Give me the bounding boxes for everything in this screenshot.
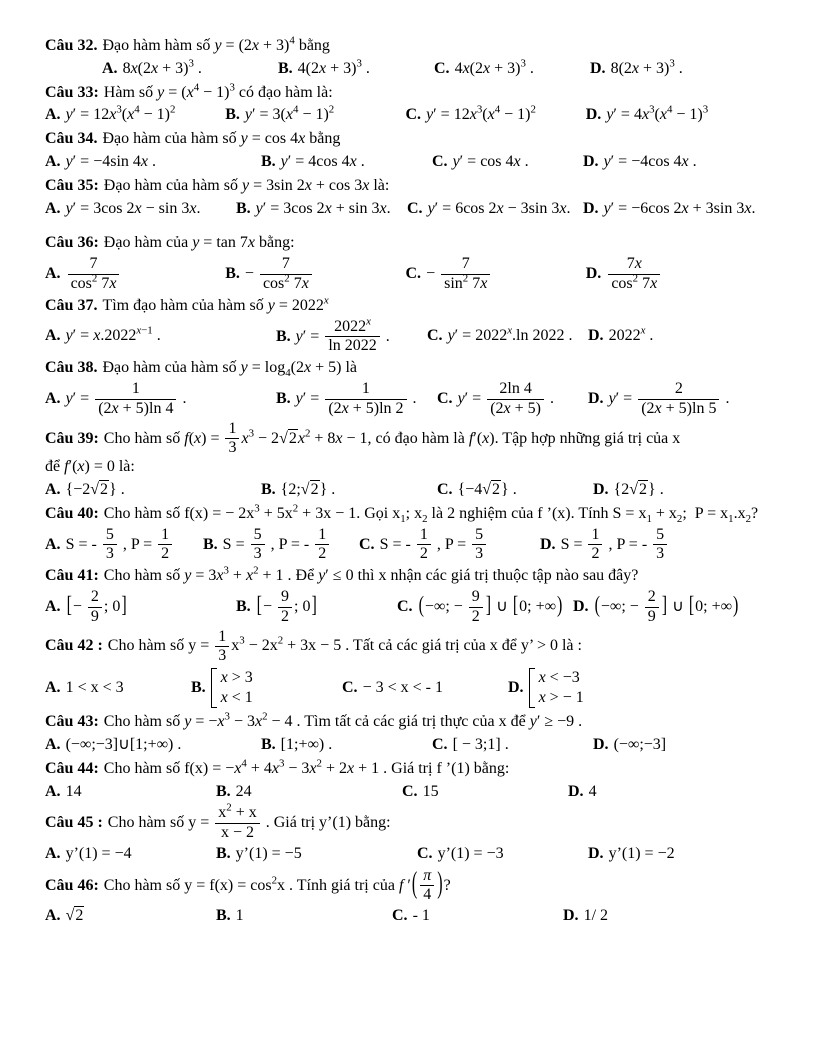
question-label: Câu 39: bbox=[45, 429, 99, 447]
option-letter: B. bbox=[261, 480, 276, 498]
question bbox=[45, 296, 760, 355]
question-stem-text: Cho hàm số f(x) = − $2x^3 + 5x^2 + 3x - 1$. Gọi $x_1$; $x_2$ là 2 nghiệm của f ’(x). Tính $S = x_1 + x_2$; $P = x_1.x_2$? bbox=[103, 502, 759, 525]
option-text: $y' = 12x^3(x^4 - 1)^2$ bbox=[65, 104, 176, 124]
option-letter: B. bbox=[191, 678, 206, 696]
option-letter: A. bbox=[45, 389, 61, 407]
question bbox=[45, 712, 760, 756]
option-letter: B. bbox=[236, 597, 251, 615]
option-text: (−∞;−3] bbox=[613, 735, 667, 753]
option-text: S = - $\frac{5}{3}$ , P = $\frac{1}{2}$ bbox=[66, 536, 175, 553]
question-stem-text: Cho hàm số $y = 3x^3 + x^2 + 1$ . Để y′ ≤ 0 thì x nhận các giá trị thuộc tập nào sau đây? bbox=[103, 564, 639, 585]
option-a bbox=[45, 735, 255, 756]
question-label: Câu 46: bbox=[45, 876, 99, 894]
option-c bbox=[437, 480, 587, 501]
question-label: Câu 36: bbox=[45, 234, 99, 252]
option-b bbox=[225, 105, 399, 126]
option-text: $y' = 4x^3(x^4 - 1)^3$ bbox=[606, 104, 709, 124]
option-text: {−4√2} . bbox=[457, 480, 517, 498]
option-letter: D. bbox=[508, 678, 524, 696]
option-letter: C. bbox=[434, 59, 450, 77]
options-row bbox=[45, 59, 760, 80]
question-stem bbox=[45, 129, 760, 150]
question-stem bbox=[45, 868, 760, 905]
option-letter: A. bbox=[45, 907, 61, 925]
option-b bbox=[203, 527, 353, 564]
option-text: S = $\frac{1}{2}$ , P = - $\frac{5}{3}$ bbox=[561, 536, 670, 553]
option-letter: A. bbox=[45, 735, 61, 753]
option-c bbox=[417, 844, 582, 865]
option-text: [− $\frac{2}{9}$ ; 0] bbox=[66, 587, 127, 625]
question-label: Câu 41: bbox=[45, 567, 99, 585]
question-stem-text: Cho hàm số f(x) = $\frac{1}{3}$ $x^3 - 2√2x^2 + 8x - 1$, có đạo hàm là f′(x). Tập hợp những giá trị của x để f′(x) = 0 là: bbox=[45, 419, 681, 476]
option-letter: D. bbox=[573, 597, 589, 615]
option-text: y′ = 3cos 2x − sin 3x. bbox=[65, 199, 201, 217]
option-text: 1 < x < 3 bbox=[65, 678, 124, 696]
options-row bbox=[45, 199, 760, 220]
option-b bbox=[261, 152, 426, 173]
option-a bbox=[45, 256, 219, 293]
option-letter: D. bbox=[585, 265, 602, 283]
option-d bbox=[588, 326, 760, 347]
option-text: y′ = cos 4x . bbox=[452, 152, 529, 170]
question bbox=[45, 868, 760, 927]
options-row bbox=[45, 527, 760, 564]
option-letter: A. bbox=[45, 678, 61, 696]
options-row bbox=[45, 152, 760, 173]
question-label: Câu 42 : bbox=[45, 637, 103, 655]
question-label: Câu 35: bbox=[45, 176, 99, 194]
option-letter: A. bbox=[45, 152, 61, 170]
question-stem-text: Đạo hàm của hàm số y = cos 4x bằng bbox=[102, 130, 341, 148]
option-text: 14 bbox=[65, 782, 82, 800]
option-letter: B. bbox=[225, 106, 240, 124]
question bbox=[45, 421, 760, 501]
option-a bbox=[45, 152, 255, 173]
option-d bbox=[583, 152, 760, 173]
question-stem bbox=[45, 296, 760, 317]
option-text: y′ = $\frac{1}{(2x + 5)\ln 4}$ . bbox=[65, 379, 187, 417]
options-row bbox=[45, 315, 760, 356]
question-stem bbox=[45, 759, 760, 780]
question-stem bbox=[45, 83, 760, 104]
question bbox=[45, 504, 760, 563]
option-text: y′ = 6cos 2x − 3sin 3x. bbox=[427, 199, 571, 217]
option-letter: C. bbox=[407, 199, 423, 217]
question-label: Câu 43: bbox=[45, 713, 99, 731]
question bbox=[45, 801, 760, 864]
option-letter: A. bbox=[45, 327, 61, 345]
option-letter: C. bbox=[432, 152, 448, 170]
option-text: $y' = 3(x^4 - 1)^2$ bbox=[244, 104, 335, 124]
option-text: [− $\frac{9}{2}$ ; 0] bbox=[256, 587, 317, 625]
option-d bbox=[586, 105, 760, 126]
option-b bbox=[191, 667, 336, 709]
option-d bbox=[573, 589, 760, 626]
question-stem-text: Tìm đạo hàm của hàm số $y = 2022^x$ bbox=[102, 294, 329, 314]
option-letter: C. bbox=[397, 597, 413, 615]
option-text: [1;+∞) . bbox=[280, 735, 333, 753]
option-d bbox=[508, 667, 760, 709]
question-stem-text: Đạo hàm của y = tan 7x bằng: bbox=[103, 234, 295, 252]
option-a bbox=[45, 527, 197, 564]
option-letter: D. bbox=[593, 480, 609, 498]
option-letter: C. bbox=[427, 327, 443, 345]
question-label: Câu 33: bbox=[45, 83, 99, 101]
option-text: y’(1) = −2 bbox=[608, 844, 675, 862]
option-text: y′ = $\frac{2\ln 4}{(2x + 5)}$ . bbox=[457, 379, 554, 417]
option-a bbox=[45, 589, 230, 626]
option-letter: B. bbox=[278, 59, 293, 77]
question-stem-text: Cho hàm số $y = f(x) = \cos^2x$ . Tính giá trị của f ′( $\frac{\pi}{4}$ )? bbox=[103, 866, 451, 904]
option-d bbox=[563, 906, 760, 927]
option-a bbox=[45, 782, 210, 803]
option-d bbox=[588, 381, 760, 418]
question-label: Câu 40: bbox=[45, 504, 99, 522]
option-text: (−∞; − $\frac{9}{2}$ ] ∪ [0; +∞) bbox=[418, 587, 563, 625]
option-text: $8x(2x + 3)^3$ . bbox=[122, 57, 202, 77]
option-text: S = $\frac{5}{3}$ , P = - $\frac{1}{2}$ bbox=[223, 536, 332, 553]
option-letter: D. bbox=[588, 389, 604, 407]
option-d bbox=[540, 527, 760, 564]
option-letter: D. bbox=[583, 152, 599, 170]
option-text: {2;√2} . bbox=[280, 480, 336, 498]
option-letter: B. bbox=[216, 907, 231, 925]
options-row bbox=[45, 589, 760, 626]
option-letter: A. bbox=[45, 535, 61, 553]
option-letter: A. bbox=[45, 597, 61, 615]
option-letter: C. bbox=[402, 782, 418, 800]
option-c bbox=[402, 782, 562, 803]
option-letter: C. bbox=[405, 106, 422, 124]
options-row bbox=[45, 256, 760, 293]
option-a bbox=[45, 326, 270, 347]
option-text: $y' = 12x^3(x^4 - 1)^2$ bbox=[426, 104, 536, 124]
option-text: 15 bbox=[422, 782, 439, 800]
question-stem-text: Cho hàm số $f(x) = -x^4 + 4x^3 - 3x^2 + 2x + 1$ . Giá trị f ’(1) bằng: bbox=[103, 757, 510, 777]
question bbox=[45, 629, 760, 710]
option-a bbox=[45, 105, 219, 126]
option-c bbox=[342, 678, 502, 699]
question-label: Câu 44: bbox=[45, 759, 99, 777]
option-b bbox=[276, 381, 431, 418]
option-text: $\frac{7}{\cos^2 7x}$ bbox=[66, 265, 122, 282]
option-b bbox=[225, 256, 399, 293]
option-text: − $\frac{7}{\cos^2 7x}$ bbox=[245, 265, 314, 282]
option-b bbox=[236, 199, 401, 220]
option-c bbox=[406, 256, 580, 293]
question-stem bbox=[45, 629, 760, 666]
option-letter: B. bbox=[261, 735, 276, 753]
option-c bbox=[392, 906, 557, 927]
option-letter: C. bbox=[392, 907, 408, 925]
option-letter: B. bbox=[236, 199, 251, 217]
option-letter: D. bbox=[593, 735, 609, 753]
options-row bbox=[45, 782, 760, 803]
option-a bbox=[45, 678, 185, 699]
options-row bbox=[45, 105, 760, 126]
question-stem bbox=[45, 36, 760, 57]
option-text: √2 bbox=[65, 907, 84, 925]
options-row bbox=[45, 735, 760, 756]
question-stem bbox=[45, 421, 760, 478]
option-letter: D. bbox=[588, 844, 604, 862]
option-letter: C. bbox=[417, 844, 433, 862]
option-text: y’(1) = −3 bbox=[437, 844, 504, 862]
question bbox=[45, 36, 760, 80]
option-a bbox=[45, 381, 270, 418]
question-label: Câu 32. bbox=[45, 37, 98, 54]
option-d bbox=[583, 199, 760, 220]
question-label: Câu 38. bbox=[45, 359, 98, 377]
question-stem bbox=[45, 566, 760, 587]
question-stem bbox=[45, 504, 760, 525]
question-stem bbox=[45, 358, 760, 379]
option-text: S = - $\frac{1}{2}$ , P = $\frac{5}{3}$ bbox=[380, 536, 489, 553]
question-label: Câu 34. bbox=[45, 130, 98, 148]
option-a bbox=[102, 59, 272, 80]
question-label: Câu 45 : bbox=[45, 814, 103, 832]
option-a bbox=[45, 844, 210, 865]
option-c bbox=[397, 589, 567, 626]
options-row bbox=[45, 381, 760, 418]
option-b bbox=[216, 782, 396, 803]
option-letter: D. bbox=[583, 199, 599, 217]
option-letter: B. bbox=[276, 327, 291, 345]
option-text: x > 3 x < 1 bbox=[211, 679, 255, 696]
option-d bbox=[568, 782, 760, 803]
option-letter: D. bbox=[588, 327, 604, 345]
option-d bbox=[590, 59, 760, 80]
option-letter: D. bbox=[568, 782, 584, 800]
option-d bbox=[586, 256, 760, 293]
option-text: − 3 < x < - 1 bbox=[362, 678, 443, 696]
option-letter: A. bbox=[45, 844, 61, 862]
question-stem bbox=[45, 712, 760, 733]
question bbox=[45, 759, 760, 803]
question-stem-text: Đạo hàm của hàm số $y = \log_4(2x + 5)$ là bbox=[102, 359, 357, 380]
question-stem bbox=[45, 801, 760, 842]
option-c bbox=[437, 381, 582, 418]
options-row bbox=[45, 667, 760, 709]
option-text: $y' = x.2022^{x-1}$ . bbox=[65, 325, 161, 345]
option-text: y′ = $\frac{1}{(2x + 5)\ln 2}$ . bbox=[295, 379, 417, 417]
option-text: y′ = −4sin 4x . bbox=[65, 152, 156, 170]
option-text: 1 bbox=[235, 907, 244, 925]
option-text: $y' = 2022^x.\ln$ 2022 . bbox=[447, 325, 573, 345]
option-text: $4(2x + 3)^3$ . bbox=[297, 57, 370, 77]
option-text: y’(1) = −4 bbox=[65, 844, 132, 862]
option-c bbox=[406, 105, 580, 126]
question bbox=[45, 233, 760, 292]
option-letter: A. bbox=[45, 199, 61, 217]
option-c bbox=[432, 735, 587, 756]
question bbox=[45, 176, 760, 220]
option-text: y’(1) = −5 bbox=[235, 844, 302, 862]
question-stem-text: Hàm số $y = (x^4 - 1)^3$ có đạo hàm là: bbox=[103, 81, 333, 101]
option-letter: D. bbox=[585, 106, 602, 124]
option-letter: B. bbox=[261, 152, 276, 170]
option-a bbox=[45, 906, 210, 927]
option-letter: B. bbox=[216, 844, 231, 862]
option-letter: B. bbox=[216, 782, 231, 800]
option-letter: B. bbox=[203, 535, 218, 553]
option-letter: D. bbox=[563, 907, 579, 925]
option-text: 24 bbox=[235, 782, 252, 800]
option-text: {2√2} . bbox=[613, 480, 664, 498]
question-stem bbox=[45, 233, 760, 254]
option-c bbox=[427, 326, 582, 347]
option-letter: C. bbox=[405, 265, 422, 283]
option-b bbox=[278, 59, 428, 80]
option-letter: A. bbox=[45, 480, 61, 498]
options-row bbox=[45, 906, 760, 927]
question bbox=[45, 83, 760, 127]
option-letter: B. bbox=[276, 389, 291, 407]
option-text: 2022$^x$ . bbox=[608, 325, 654, 345]
question-list bbox=[45, 36, 760, 927]
question bbox=[45, 566, 760, 625]
options-row bbox=[45, 844, 760, 865]
option-letter: C. bbox=[359, 535, 375, 553]
question-stem-text: Đạo hàm hàm số $y = (2x + 3)^4$ bằng bbox=[102, 34, 330, 54]
option-text: $4x(2x + 3)^3$ . bbox=[454, 57, 534, 77]
option-text: 1/ 2 bbox=[583, 907, 609, 925]
option-letter: C. bbox=[342, 678, 358, 696]
option-b bbox=[216, 844, 411, 865]
option-b bbox=[276, 315, 421, 356]
option-b bbox=[216, 906, 386, 927]
option-letter: D. bbox=[590, 59, 606, 77]
option-text: (−∞; − $\frac{2}{9}$ ] ∪ [0; +∞) bbox=[594, 587, 739, 625]
option-d bbox=[593, 735, 760, 756]
option-a bbox=[45, 480, 255, 501]
option-letter: A. bbox=[45, 265, 61, 283]
option-text: y′ = −6cos 2x + 3sin 3x. bbox=[603, 199, 756, 217]
option-letter: A. bbox=[45, 106, 61, 124]
question bbox=[45, 358, 760, 417]
option-text: 4 bbox=[588, 782, 597, 800]
option-c bbox=[359, 527, 534, 564]
question-stem-text: Đạo hàm của hàm số y = 3sin 2x + cos 3x là: bbox=[103, 176, 390, 194]
question bbox=[45, 129, 760, 173]
option-a bbox=[45, 199, 230, 220]
option-text: y′ = $\frac{2022^x}{\ln 2022}$ . bbox=[295, 315, 390, 355]
option-letter: B. bbox=[225, 265, 240, 283]
option-text: y′ = −4cos 4x . bbox=[603, 152, 697, 170]
question-label: Câu 37. bbox=[45, 296, 98, 314]
option-text: y′ = 4cos 4x . bbox=[280, 152, 365, 170]
option-text: (−∞;−3]∪[1;+∞) . bbox=[65, 735, 182, 753]
option-text: $\frac{7x}{\cos^2 7x}$ bbox=[606, 265, 662, 282]
option-c bbox=[432, 152, 577, 173]
option-text: $8(2x + 3)^3$ . bbox=[610, 57, 683, 77]
option-letter: A. bbox=[45, 782, 61, 800]
option-b bbox=[236, 589, 391, 626]
option-letter: C. bbox=[432, 735, 448, 753]
question-stem bbox=[45, 176, 760, 197]
option-letter: D. bbox=[540, 535, 556, 553]
option-b bbox=[261, 735, 426, 756]
option-text: - 1 bbox=[412, 907, 430, 925]
option-d bbox=[593, 480, 760, 501]
option-letter: C. bbox=[437, 480, 453, 498]
option-d bbox=[588, 844, 760, 865]
option-c bbox=[407, 199, 577, 220]
option-b bbox=[261, 480, 431, 501]
option-c bbox=[434, 59, 584, 80]
question-stem-text: Cho hàm số y = $\frac{x^2 + x}{x - 2}$ . Giá trị y’(1) bằng: bbox=[107, 801, 391, 842]
question-stem-text: Cho hàm số $y = -x^3 - 3x^2 - 4$ . Tìm tất cả các giá trị thực của x để y′ ≥ −9 . bbox=[103, 710, 583, 731]
question-stem-text: Cho hàm số y = $\frac{1}{3}$ $x^3 - 2x^2 + 3x - 5$ . Tất cả các giá trị của x để y’ > 0 là : bbox=[107, 627, 582, 665]
option-text: y′ = $\frac{2}{(2x + 5)\ln 5}$ . bbox=[608, 379, 730, 417]
option-text: y′ = 3cos 2x + sin 3x. bbox=[255, 199, 391, 217]
option-text: x < −3 x > − 1 bbox=[529, 679, 586, 696]
options-row bbox=[45, 480, 760, 501]
option-text: [ − 3;1] . bbox=[452, 735, 509, 753]
option-letter: A. bbox=[102, 59, 118, 77]
option-text: − $\frac{7}{\sin^2 7x}$ bbox=[426, 265, 492, 282]
option-text: {−2√2} . bbox=[65, 480, 125, 498]
option-letter: C. bbox=[437, 389, 453, 407]
